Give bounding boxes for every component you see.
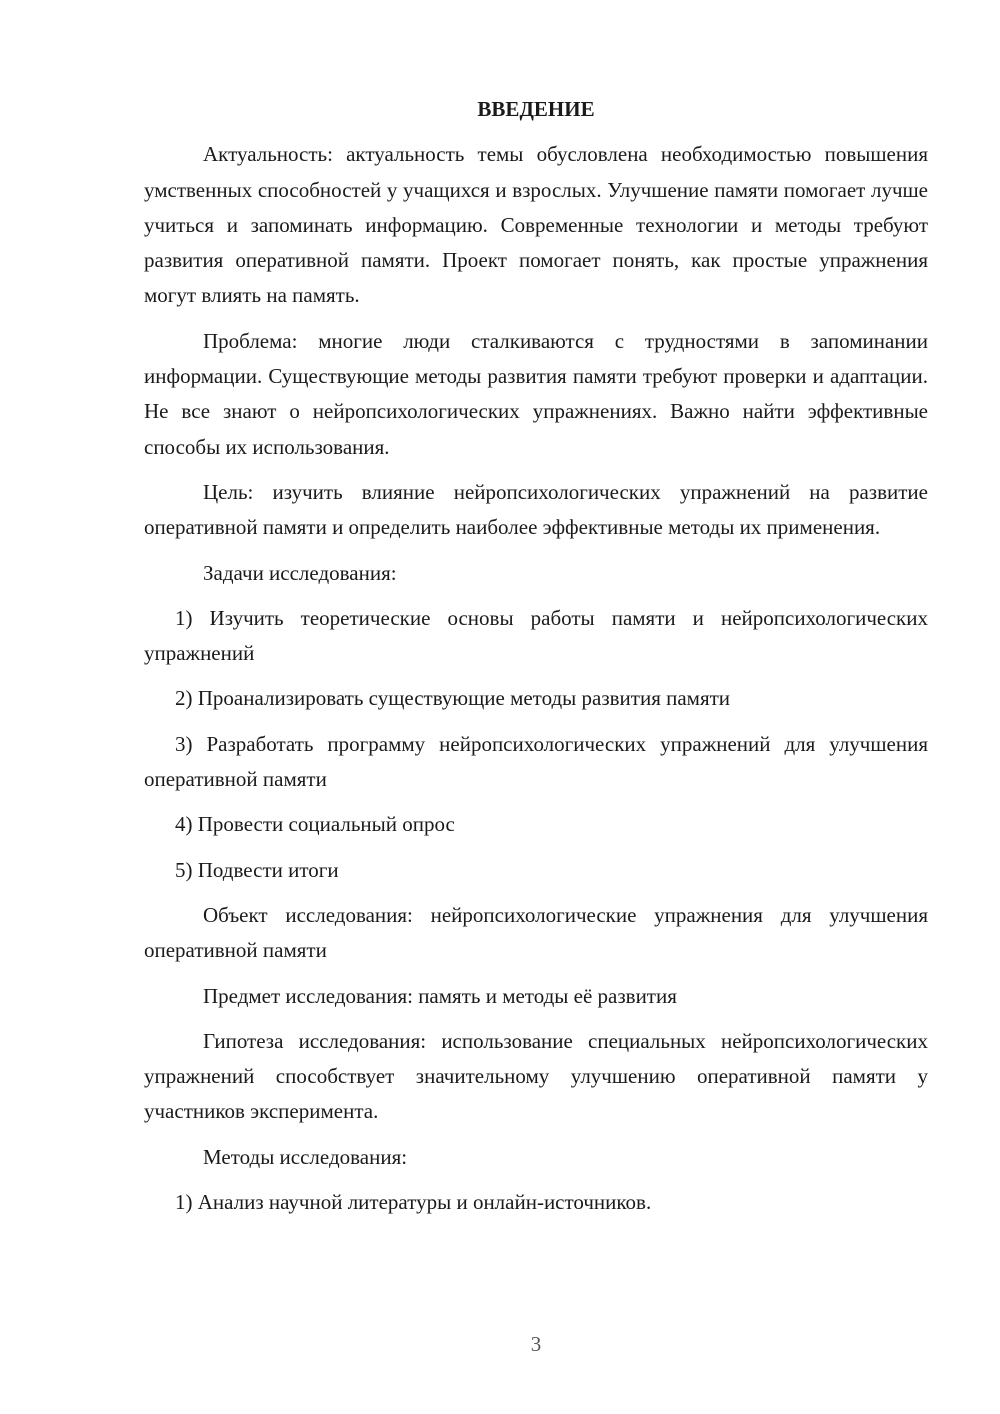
paragraph-hypothesis: Гипотеза исследования: использование специальных нейропсихологических упражнений способствует значительному улучшению оперативной памяти у участников эксперимента. xyxy=(144,1028,928,1124)
method-item-1: 1) Анализ научной литературы и онлайн-источников. xyxy=(175,1190,652,1215)
task-item-2: 2) Проанализировать существующие методы развития памяти xyxy=(175,686,731,711)
task-item-4: 4) Провести социальный опрос xyxy=(175,812,455,837)
paragraph-goal: Цель: изучить влияние нейропсихологических упражнений на развитие оперативной памяти и определить наиболее эффективные методы их применения. xyxy=(144,479,928,540)
tasks-heading: Задачи исследования: xyxy=(203,560,397,585)
section-title: ВВЕДЕНИЕ xyxy=(477,97,595,121)
paragraph-subject: Предмет исследования: память и методы её развития xyxy=(203,983,677,1008)
task-item-5: 5) Подвести итоги xyxy=(175,857,339,882)
task-item-3: 3) Разработать программу нейропсихологических упражнений для улучшения оперативной памяти xyxy=(144,731,928,792)
page-number: 3 xyxy=(530,1332,542,1356)
task-item-1: 1) Изучить теоретические основы работы памяти и нейропсихологических упражнений xyxy=(144,605,928,666)
document-page xyxy=(144,92,928,1230)
paragraph-problem: Проблема: многие люди сталкиваются с трудностями в запоминании информации. Существующие методы развития памяти требуют проверки и адаптации. Не все знают о нейропсихологических упражнениях. Важно найти эффективные способы их использования. xyxy=(144,328,928,459)
paragraph-object: Объект исследования: нейропсихологические упражнения для улучшения оперативной памяти xyxy=(144,902,928,963)
paragraph-relevance: Актуальность: актуальность темы обусловлена необходимостью повышения умственных способностей у учащихся и взрослых. Улучшение памяти помогает лучше учиться и запоминать информацию. Современные технологии и методы требуют развития оперативной памяти. Проект помогает понять, как простые упражнения могут влиять на память. xyxy=(144,142,928,308)
methods-heading: Методы исследования: xyxy=(203,1144,408,1169)
